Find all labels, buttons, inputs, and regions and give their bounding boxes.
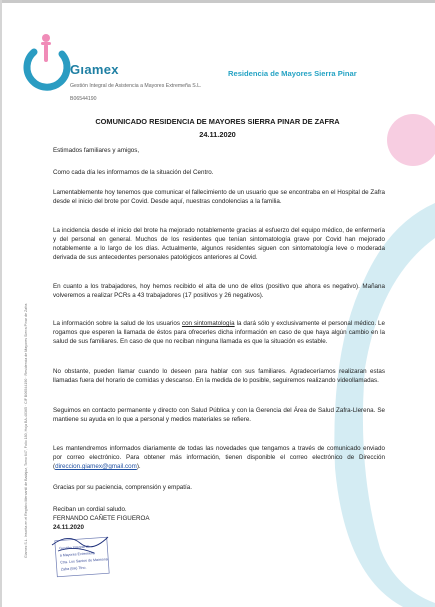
document-date: 24.11.2020 bbox=[199, 130, 236, 139]
side-registry-text bbox=[18, 300, 32, 560]
paragraph-novedades bbox=[53, 445, 385, 472]
p7-text: Les mantendremos informados diariamente de todas las novedades que tengamos a través de comunicado enviado por correo electrónico. Para obtener más información, tienen disponible el correo electrónico de Dirección ( bbox=[53, 445, 385, 470]
company-stamp-signature bbox=[50, 531, 120, 579]
p4-start: La información sobre la salud de los usuarios bbox=[53, 320, 182, 327]
residence-name: Residencia de Mayores Sierra Pinar bbox=[228, 69, 357, 78]
stamp-line: Zafra (BA) Tfno. bbox=[60, 565, 87, 572]
stamp-line: Gestión Integral de bbox=[59, 544, 90, 551]
stamp-line: Ctra. Los Santos de Maimona bbox=[60, 557, 108, 565]
stamp-line: a Mayores Extremeña bbox=[59, 551, 96, 558]
paragraph-contacto: Seguimos en contacto permanente y directo con Salud Pública y con la Gerencia del Área de Salud Zafra-Llerena. Se mantiene su ayuda en lo que a personal y medios materiales se refiere. bbox=[53, 407, 385, 423]
p4-underlined: con sintomatología bbox=[181, 320, 235, 327]
intro-text: Como cada día les informamos de la situación del Centro. bbox=[53, 169, 214, 176]
email-link[interactable]: direccion.giamex@gmail.com bbox=[55, 462, 137, 470]
company-cif: B06544190 bbox=[70, 96, 97, 102]
p7-end: ). bbox=[136, 462, 141, 470]
brand-tagline: Gestión Integral de Asistencia a Mayores Extremeña S.L. bbox=[70, 83, 202, 89]
document-title: COMUNICADO RESIDENCIA DE MAYORES SIERRA PINAR DE ZAFRA bbox=[95, 117, 340, 126]
paragraph-informacion bbox=[53, 320, 385, 347]
paragraph-incidencia: La incidencia desde el inicio del brote ha mejorado notablemente gracias al esfuerzo del equipo médico, de enfermería y del personal en general. Muchos de los residentes que tenían sintomatología grave por Covid han mejorado notablemente a lo largo de los días. Actualmente, algunos residentes siguen con sintomatología leve o moderada derivada de sus antecedentes personales patológicos anteriores al Covid. bbox=[53, 227, 385, 261]
svg-text:Giamex S.L. Inscrita en el Reg: Giamex S.L. Inscrita en el Registro Mercantil de Badajoz, Tomo 647, Folio 180, Hoja BA-40365 · CIF B06544190 · Residencia de Mayores Sierra Pinar de Zafra bbox=[24, 303, 28, 558]
brand-name: Gıamex bbox=[70, 62, 119, 77]
scan-edge-left bbox=[0, 0, 2, 607]
paragraph-trabajadores: En cuanto a los trabajadores, hoy hemos recibido el alta de uno de ellos (positivo que ahora es negativo). Mañana volveremos a realizar PCRs a 43 trabajadores (17 positivos y 26 negativos). bbox=[53, 283, 385, 299]
paragraph-llamadas: No obstante, pueden llamar cuando lo deseen para hablar con sus familiares. Agradeceríamos realizaran estas llamadas fuera del horario de comidas y descanso. En la medida de lo posible, seguiremos realizando videollamadas. bbox=[53, 368, 385, 384]
greeting: Estimados familiares y amigos, bbox=[53, 147, 140, 154]
thanks-text: Gracias por su paciencia, comprensión y empatía. bbox=[53, 484, 192, 491]
p4-end: la dará sólo y exclusivamente el personal médico. Le rogamos que esperen la llamada de éstos para ofrecerles dicha información en caso de que haya algún cambio en la salud de sus familiares. En caso de que no reciban ninguna llamada es que la situación es estable. bbox=[53, 320, 385, 345]
closing-text: Reciban un cordial saludo. bbox=[53, 506, 127, 513]
scan-edge-top bbox=[0, 0, 435, 3]
signer-name: FERNANDO CAÑETE FIGUEROA bbox=[53, 515, 150, 522]
signature-date: 24.11.2020 bbox=[53, 524, 84, 531]
paragraph-fallecimiento: Lamentablemente hoy tenemos que comunicar el fallecimiento de un usuario que se encontraba en el Hospital de Zafra desde el inicio del brote por Covid. Desde aquí, nuestras condolencias a la familia. bbox=[53, 189, 385, 205]
